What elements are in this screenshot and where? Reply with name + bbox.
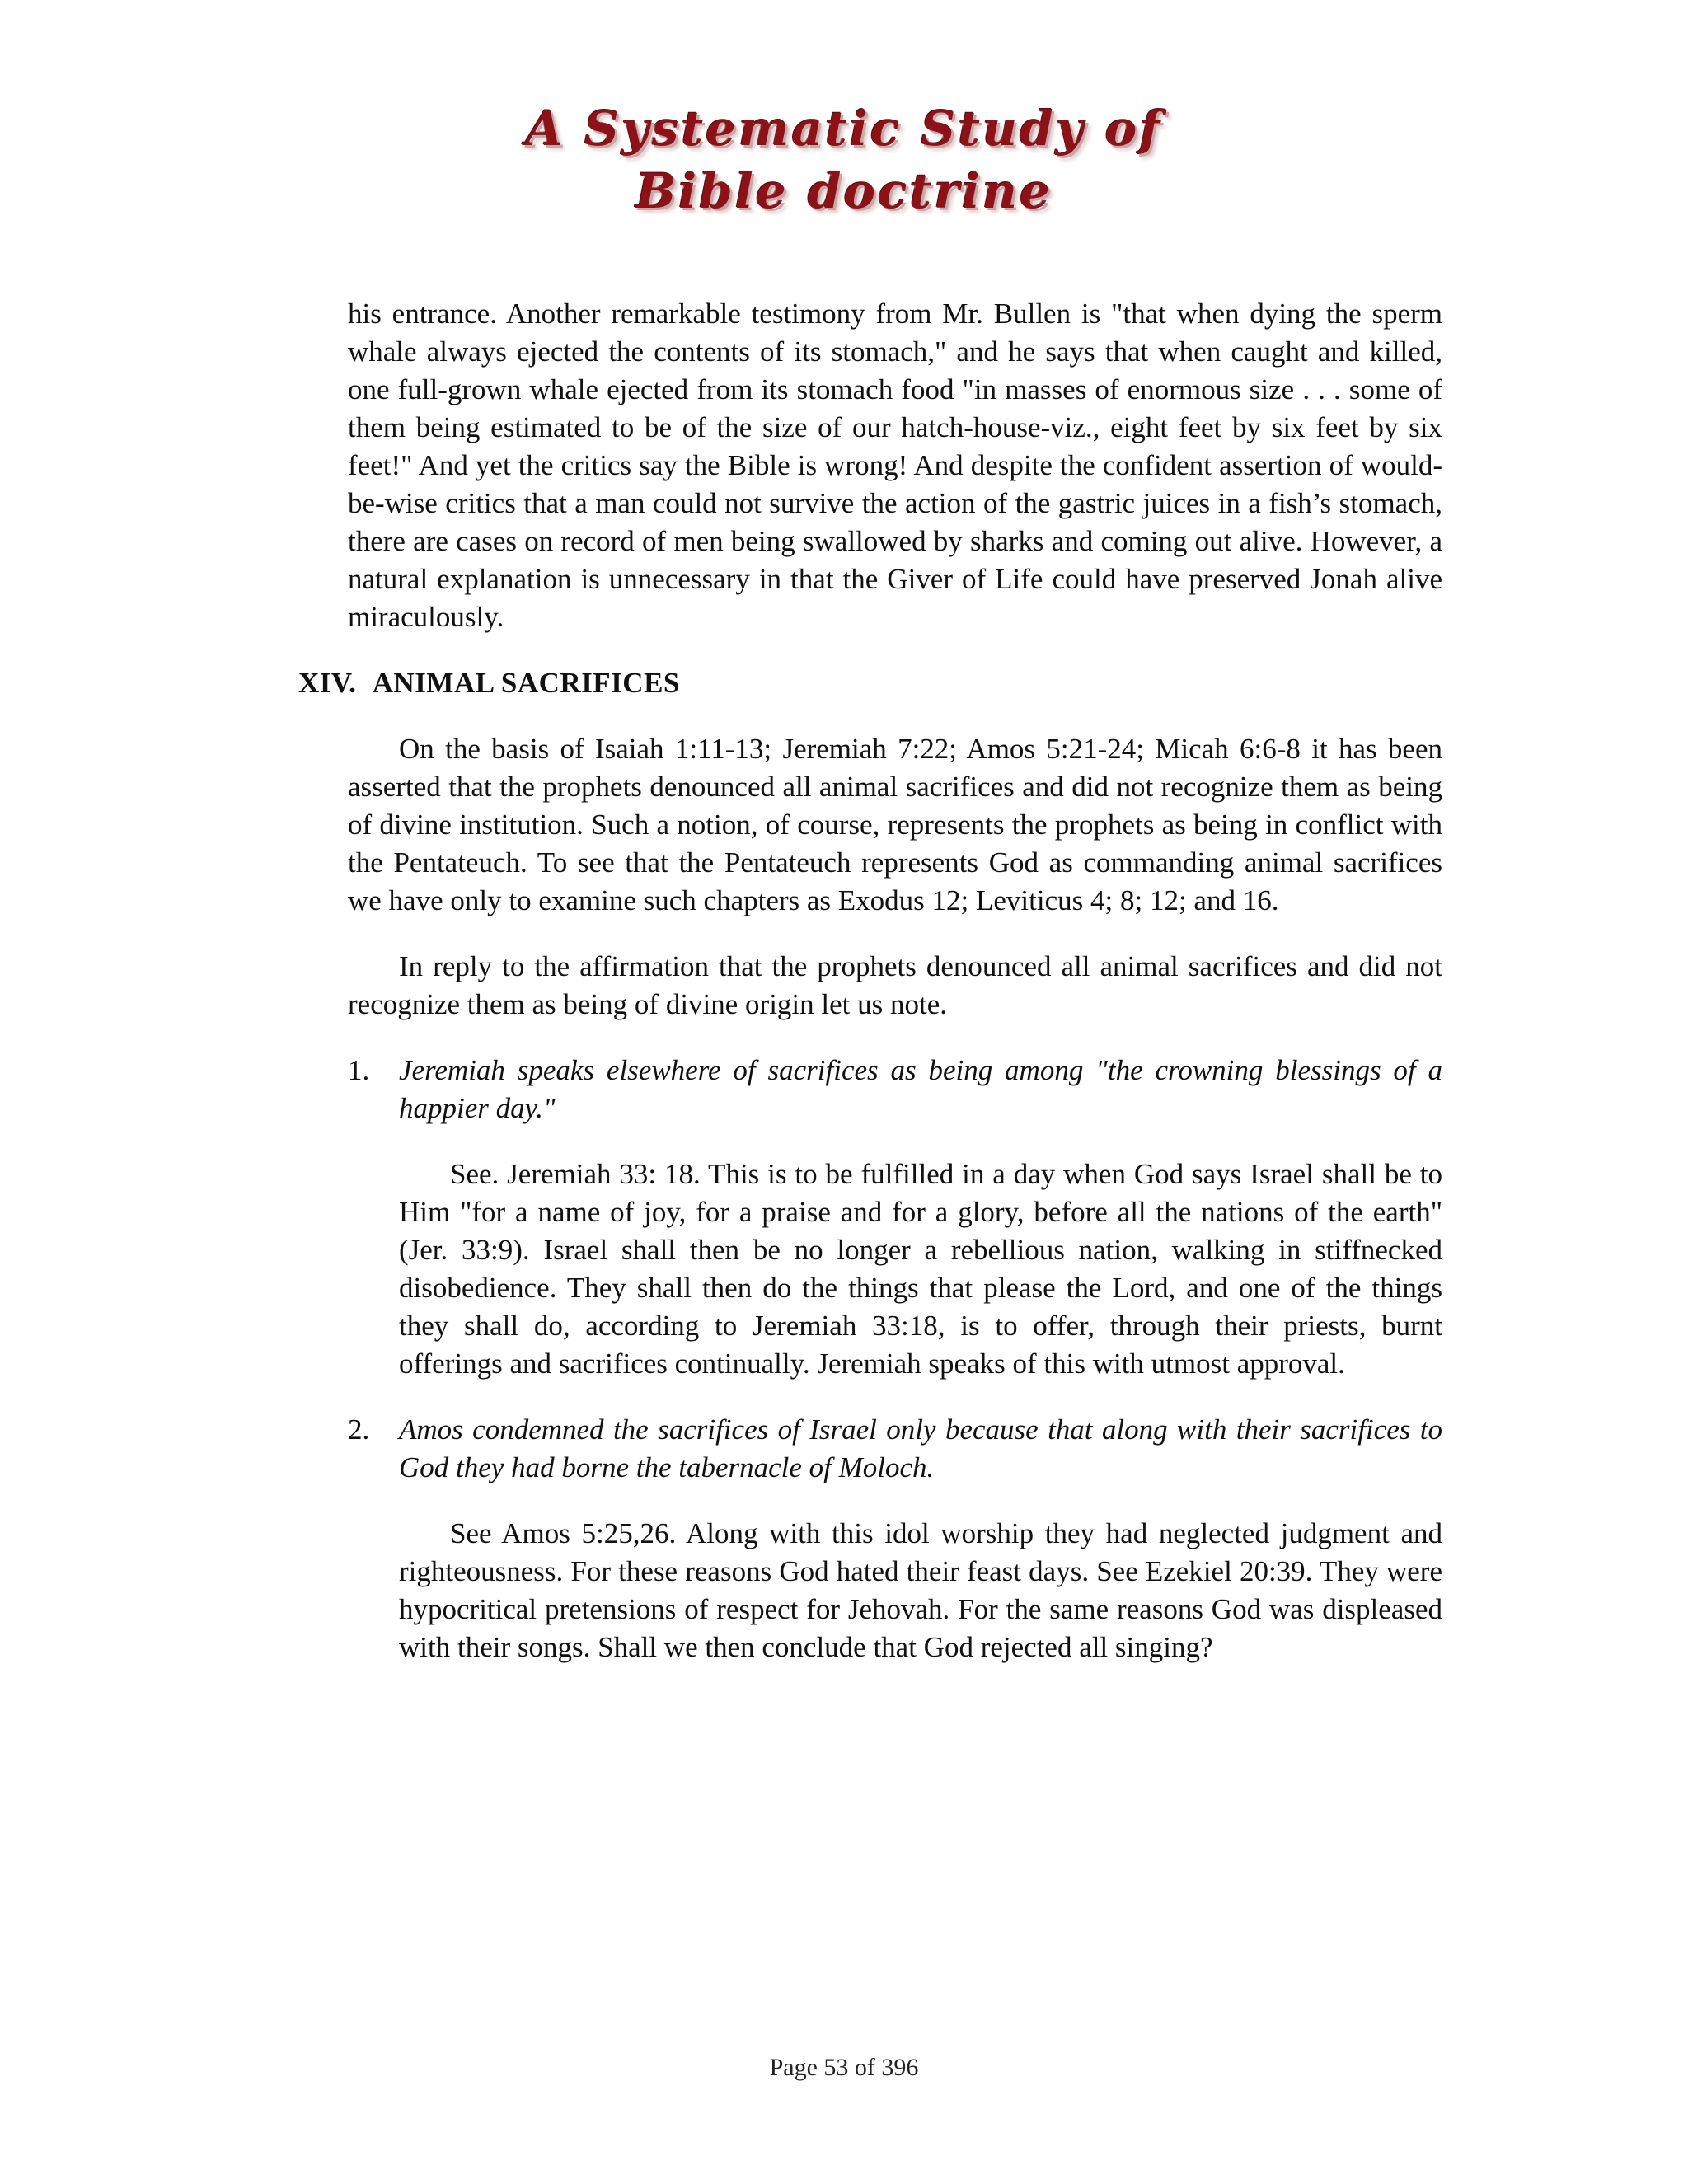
list-item xyxy=(348,1052,1442,1383)
list-item xyxy=(348,1411,1442,1666)
logo-line-2: Bible doctrine xyxy=(635,163,1053,219)
section-number: XIV. xyxy=(298,667,357,699)
section-heading xyxy=(298,664,1442,702)
book-title-logo xyxy=(0,97,1688,223)
list-item-body: See Amos 5:25,26. Along with this idol worship they had neglected judgment and righteousness. For these reasons God hated their feast days. See Ezekiel 20:39. They were hypocritical pretensions of respect for Jehovah. For the same reasons God was displeased with their songs. Shall we then conclude that God rejected all singing? xyxy=(399,1517,1442,1663)
list-item-body: See. Jeremiah 33: 18. This is to be fulfilled in a day when God says Israel shall be to Him "for a name of joy, for a praise and for a glory, before all the nations of the earth" (Jer. 33:9). Israel shall then be no longer a rebellious nation, walking in stiffnecked disobedience. They shall then do the things that please the Lord, and one of the things they shall do, according to Jeremiah 33:18, is to offer, through their priests, burnt offerings and sacrifices continually. Jeremiah speaks of this with utmost approval. xyxy=(399,1158,1442,1380)
page-number: Page 53 of 396 xyxy=(769,2054,919,2081)
list-item-lead: Amos condemned the sacrifices of Israel only because that along with their sacrifices to God they had borne the tabernacle of Moloch. xyxy=(399,1413,1442,1483)
list-marker: 1. xyxy=(348,1054,370,1086)
list-item-lead: Jeremiah speaks elsewhere of sacrifices as being among "the crowning blessings of a happier day." xyxy=(399,1054,1442,1124)
continuation-paragraph: his entrance. Another remarkable testimony from Mr. Bullen is "that when dying the sperm whale always ejected the contents of its stomach," and he says that when caught and killed, one full-grown whale ejected from its stomach food "in masses of enormous size . . . some of them being estimated to be of the size of our hatch-house-viz., eight feet by six feet by six feet!" And yet the critics say the Bible is wrong! And despite the confident assertion of would-be-wise critics that a man could not survive the action of the gastric juices in a fish’s stomach, there are cases on record of men being swallowed by sharks and coming out alive. However, a natural explanation is unnecessary in that the Giver of Life could have preserved Jonah alive miraculously. xyxy=(348,298,1442,633)
list-marker: 2. xyxy=(348,1413,370,1446)
body-paragraph: In reply to the affirmation that the prophets denounced all animal sacrifices and did not recognize them as being of divine origin let us note. xyxy=(348,950,1442,1020)
body-paragraph: On the basis of Isaiah 1:11-13; Jeremiah 7:22; Amos 5:21-24; Micah 6:6-8 it has been asserted that the prophets denounced all animal sacrifices and did not recognize them as being of divine institution. Such a notion, of course, represents the prophets as being in conflict with the Pentateuch. To see that the Pentateuch represents God as commanding animal sacrifices we have only to examine such chapters as Exodus 12; Leviticus 4; 8; 12; and 16. xyxy=(348,733,1442,916)
page-content xyxy=(298,295,1442,1666)
section-title: ANIMAL SACRIFICES xyxy=(372,667,680,699)
logo-line-1: A Systematic Study of xyxy=(525,101,1163,157)
